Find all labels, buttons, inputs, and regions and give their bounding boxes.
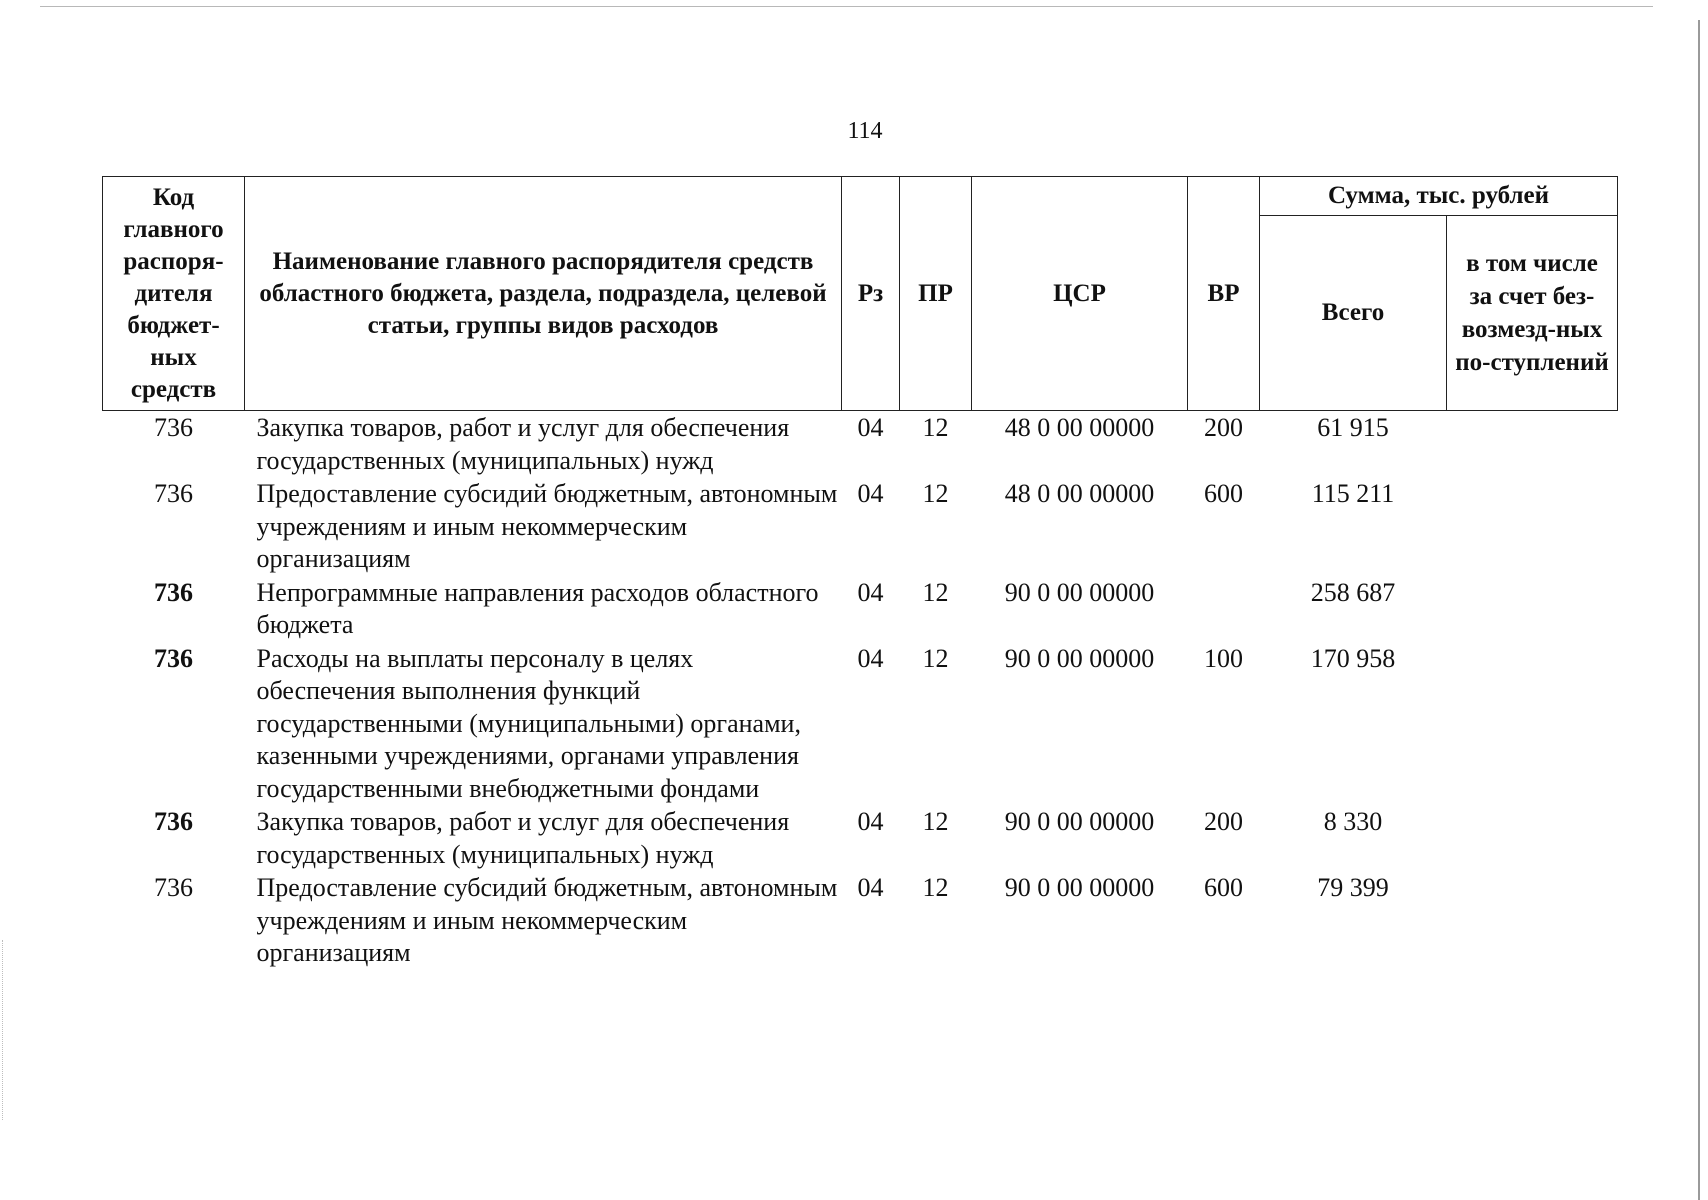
cell-pr: 12 xyxy=(922,807,949,836)
cell-name: Предоставление субсидий бюджетным, автономным учреждениям и иным некоммерческим организациям xyxy=(256,873,838,967)
cell-pr: 12 xyxy=(922,413,949,442)
cell-gratis xyxy=(1447,411,1618,478)
cell-total: 115 211 xyxy=(1311,479,1395,508)
cell-csr: 90 0 00 00000 xyxy=(1004,577,1155,607)
table-row xyxy=(103,871,1618,970)
header-row xyxy=(103,177,1618,216)
cell-rz: 04 xyxy=(857,479,884,508)
table-row xyxy=(103,477,1618,576)
cell-pr: 12 xyxy=(922,873,949,902)
cell-gratis xyxy=(1447,805,1618,871)
scan-edge-top xyxy=(40,6,1653,7)
table-row xyxy=(103,642,1618,806)
cell-rz: 04 xyxy=(857,807,884,836)
cell-vr: 200 xyxy=(1204,413,1243,442)
cell-pr: 12 xyxy=(922,577,949,607)
header-name: Наименование главного распорядителя средств областного бюджета, раздела, подраздела, целевой статьи, группы видов расходов xyxy=(245,177,842,411)
cell-rz: 04 xyxy=(857,577,884,607)
cell-rz: 04 xyxy=(857,413,884,442)
cell-vr: 100 xyxy=(1204,643,1243,673)
header-csr: ЦСР xyxy=(972,177,1188,411)
page-number: 114 xyxy=(847,118,883,144)
cell-total: 79 399 xyxy=(1317,873,1389,902)
cell-csr: 90 0 00 00000 xyxy=(1004,643,1155,673)
header-sum: Сумма, тыс. рублей xyxy=(1260,177,1618,216)
cell-vr: 600 xyxy=(1204,479,1243,508)
cell-code: 736 xyxy=(154,807,193,836)
cell-total: 170 958 xyxy=(1310,643,1396,673)
cell-name: Закупка товаров, работ и услуг для обеспечения государственных (муниципальных) нужд xyxy=(256,413,790,475)
cell-gratis xyxy=(1447,642,1618,806)
cell-vr: 200 xyxy=(1204,807,1243,836)
cell-vr xyxy=(1188,576,1260,642)
scan-edge-right xyxy=(1698,20,1700,1200)
table-header xyxy=(103,177,1618,411)
cell-csr: 90 0 00 00000 xyxy=(1004,807,1155,836)
cell-gratis xyxy=(1447,576,1618,642)
cell-code: 736 xyxy=(154,873,193,902)
cell-total: 258 687 xyxy=(1310,577,1396,607)
cell-rz: 04 xyxy=(857,643,884,673)
cell-code: 736 xyxy=(154,643,193,673)
table-row xyxy=(103,805,1618,871)
cell-csr: 48 0 00 00000 xyxy=(1004,413,1155,442)
table-row xyxy=(103,576,1618,642)
header-gratis: в том числе за счет без-возмезд-ных по-ступлений xyxy=(1447,216,1618,411)
cell-pr: 12 xyxy=(922,479,949,508)
cell-total: 8 330 xyxy=(1323,807,1383,836)
budget-table xyxy=(102,176,1618,970)
cell-vr: 600 xyxy=(1204,873,1243,902)
scan-edge-left xyxy=(2,940,3,1120)
cell-gratis xyxy=(1447,477,1618,576)
header-pr: ПР xyxy=(900,177,972,411)
table-body xyxy=(103,411,1618,970)
header-vr: ВР xyxy=(1188,177,1260,411)
cell-pr: 12 xyxy=(922,643,949,673)
header-total: Всего xyxy=(1260,216,1447,411)
cell-code: 736 xyxy=(154,413,193,442)
cell-code: 736 xyxy=(154,577,193,607)
cell-name: Закупка товаров, работ и услуг для обеспечения государственных (муниципальных) нужд xyxy=(256,807,790,869)
cell-name: Расходы на выплаты персоналу в целях обеспечения выполнения функций государственными (муниципальными) органами, казенными учреждениями, органами управления государственными внебюджетными фондами xyxy=(256,643,801,803)
header-code: Код главного распоря-дителя бюджет-ных средств xyxy=(103,177,245,411)
cell-total: 61 915 xyxy=(1317,413,1389,442)
cell-csr: 48 0 00 00000 xyxy=(1004,479,1155,508)
cell-csr: 90 0 00 00000 xyxy=(1004,873,1155,902)
cell-name: Предоставление субсидий бюджетным, автономным учреждениям и иным некоммерческим организациям xyxy=(256,479,838,573)
cell-gratis xyxy=(1447,871,1618,970)
cell-code: 736 xyxy=(154,479,193,508)
table-row xyxy=(103,411,1618,478)
header-rz: Рз xyxy=(842,177,900,411)
cell-name: Непрограммные направления расходов областного бюджета xyxy=(256,577,819,639)
cell-rz: 04 xyxy=(857,873,884,902)
